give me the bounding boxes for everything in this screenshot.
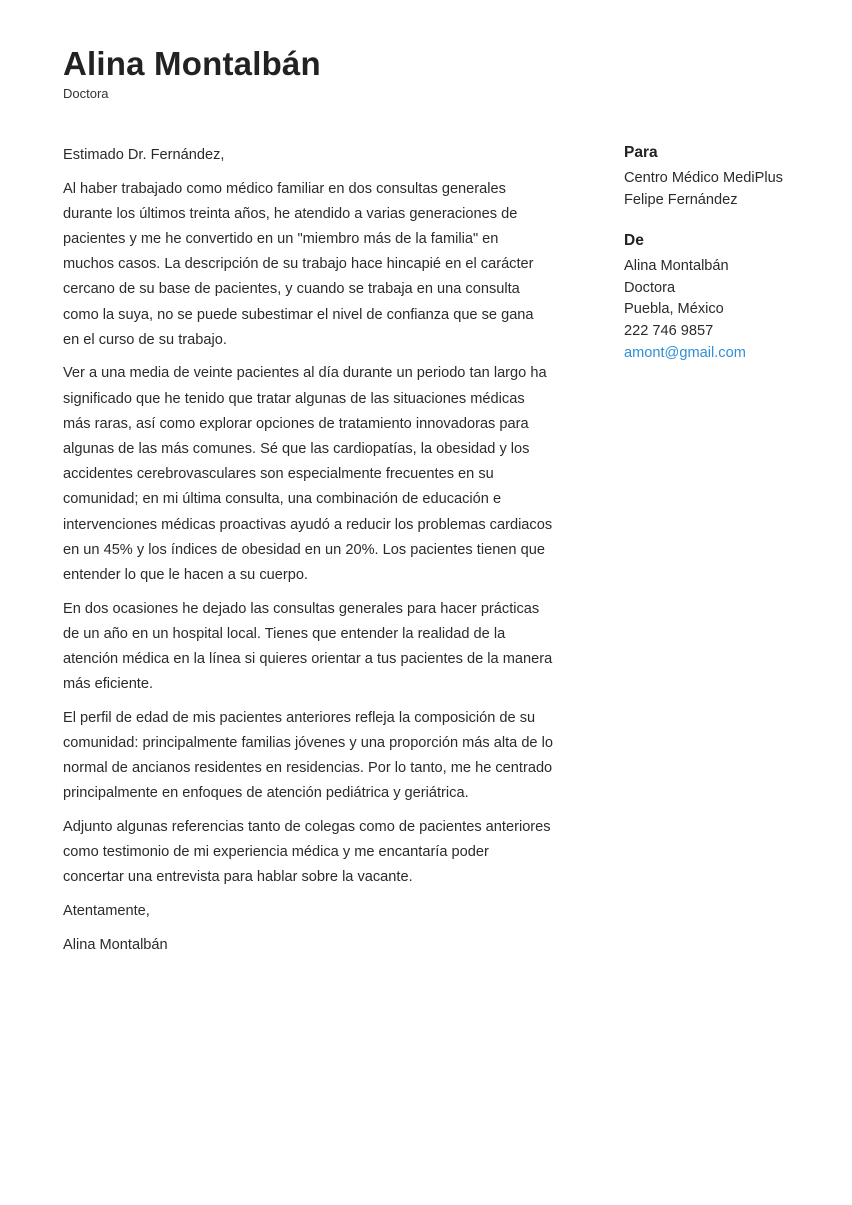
sender-location: Puebla, México bbox=[624, 301, 724, 318]
letter-header bbox=[63, 42, 321, 102]
sender-block bbox=[624, 230, 834, 364]
letter-paragraph-4: El perfil de edad de mis pacientes anteriores refleja la composición de su comunidad: principalmente familias jóvenes y una proporción más alta de lo normal de ancianos residentes en residencias. Por lo tanto, me he centrado principalmente en enfoques de atención pediátrica y geriátrica. bbox=[63, 709, 553, 802]
sender-title: Doctora bbox=[624, 279, 676, 296]
sender-phone: 222 746 9857 bbox=[624, 322, 714, 339]
recipient-name: Felipe Fernández bbox=[624, 191, 738, 208]
letter-paragraph-5: Adjunto algunas referencias tanto de colegas como de pacientes anteriores como testimonio de mi experiencia médica y me encantaría poder concertar una entrevista para hablar sobre la vacante. bbox=[63, 819, 551, 886]
letter-greeting: Estimado Dr. Fernández, bbox=[63, 147, 225, 163]
letter-body bbox=[63, 143, 553, 966]
letter-closing: Atentamente, bbox=[63, 903, 150, 920]
recipient-block bbox=[624, 142, 834, 211]
contact-sidebar bbox=[624, 142, 834, 383]
sender-name: Alina Montalbán bbox=[624, 258, 729, 275]
sender-heading: De bbox=[624, 232, 644, 250]
letter-paragraph-1: Al haber trabajado como médico familiar en dos consultas generales durante los últimos treinta años, he atendido a varias generaciones de pacientes y me he convertido en un "miembro más de la familia" en muchos casos. La descripción de su trabajo hace hincapié en el carácter cercano de su base de pacientes, y cuando se trabaja en una consulta como la suya, no se puede subestimar el nivel de confianza que se gana en el curso de su trabajo. bbox=[63, 180, 534, 348]
letter-paragraph-2: Ver a una media de veinte pacientes al día durante un periodo tan largo ha significado que he tenido que tratar algunas de las situaciones médicas más raras, así como explorar opciones de tratamiento innovadoras para algunas de las más comunes. Sé que las cardiopatías, la obesidad y los accidentes cerebrovasculares son especialmente frecuentes en su comunidad; en mi última consulta, una combinación de educación e intervenciones médicas proactivas ayudó a reducir los problemas cardiacos en un 45% y los índices de obesidad en un 20%. Los pacientes tienen que entender lo que le hacen a su cuerpo. bbox=[63, 365, 553, 584]
author-name: Alina Montalbán bbox=[63, 45, 321, 82]
letter-paragraph-3: En dos ocasiones he dejado las consultas generales para hacer prácticas de un año en un hospital local. Tienes que entender la realidad de la atención médica en la línea si quieres orientar a tus pacientes de la manera más eficiente. bbox=[63, 600, 553, 693]
sender-email-link[interactable]: amont@gmail.com bbox=[624, 344, 746, 361]
recipient-heading: Para bbox=[624, 144, 658, 161]
letter-signature: Alina Montalbán bbox=[63, 936, 168, 953]
recipient-company: Centro Médico MediPlus bbox=[624, 170, 783, 186]
author-title: Doctora bbox=[63, 86, 109, 101]
